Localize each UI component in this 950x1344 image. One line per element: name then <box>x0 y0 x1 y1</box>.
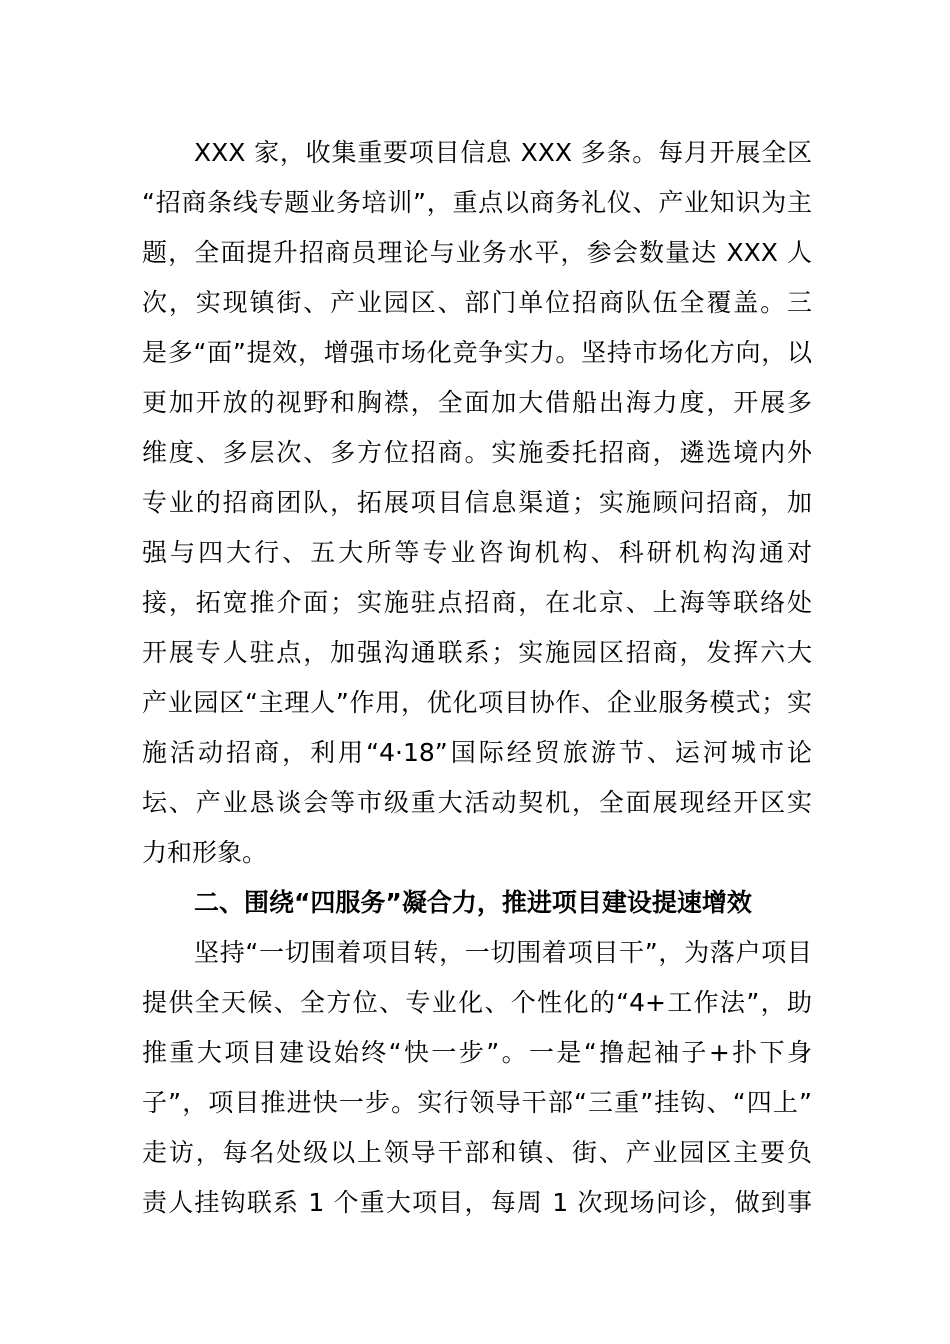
text-line: “招商条线专题业务培训”，重点以商务礼仪、产业知识为主 <box>142 188 812 217</box>
text-line: 责人挂钩联系 1 个重大项目，每周 1 次现场问诊，做到事 <box>142 1188 812 1217</box>
text-line: XXX 家，收集重要项目信息 XXX 多条。每月开展全区 <box>194 138 812 167</box>
text-line: 次，实现镇街、产业园区、部门单位招商队伍全覆盖。三 <box>142 288 812 317</box>
text-line: 子”，项目推进快一步。实行领导干部“三重”挂钩、“四上” <box>142 1088 812 1117</box>
section-heading: 二、围绕“四服务”凝合力，推进项目建设提速增效 <box>194 888 752 917</box>
text-line: 是多“面”提效，增强市场化竞争实力。坚持市场化方向，以 <box>142 338 812 367</box>
text-line: 强与四大行、五大所等专业咨询机构、科研机构沟通对 <box>142 538 812 567</box>
text-line: 开展专人驻点，加强沟通联系；实施园区招商，发挥六大 <box>142 638 812 667</box>
text-line: 产业园区“主理人”作用，优化项目协作、企业服务模式；实 <box>142 688 812 717</box>
text-line: 接，拓宽推介面；实施驻点招商，在北京、上海等联络处 <box>142 588 812 617</box>
text-line: 题，全面提升招商员理论与业务水平，参会数量达 XXX 人 <box>142 238 812 267</box>
text-line: 力和形象。 <box>142 838 268 867</box>
text-line: 走访，每名处级以上领导干部和镇、街、产业园区主要负 <box>142 1138 812 1167</box>
text-line: 坚持“一切围着项目转，一切围着项目干”，为落户项目 <box>194 938 812 967</box>
text-line: 坛、产业恳谈会等市级重大活动契机，全面展现经开区实 <box>142 788 812 817</box>
text-line: 提供全天候、全方位、专业化、个性化的“4+工作法”，助 <box>142 988 812 1017</box>
text-line: 维度、多层次、多方位招商。实施委托招商，遴选境内外 <box>142 438 812 467</box>
text-line: 推重大项目建设始终“快一步”。一是“撸起袖子+扑下身 <box>142 1038 812 1067</box>
text-line: 专业的招商团队，拓展项目信息渠道；实施顾问招商，加 <box>142 488 812 517</box>
text-line: 施活动招商，利用“4·18”国际经贸旅游节、运河城市论 <box>142 738 812 767</box>
text-line: 更加开放的视野和胸襟，全面加大借船出海力度，开展多 <box>142 388 812 417</box>
